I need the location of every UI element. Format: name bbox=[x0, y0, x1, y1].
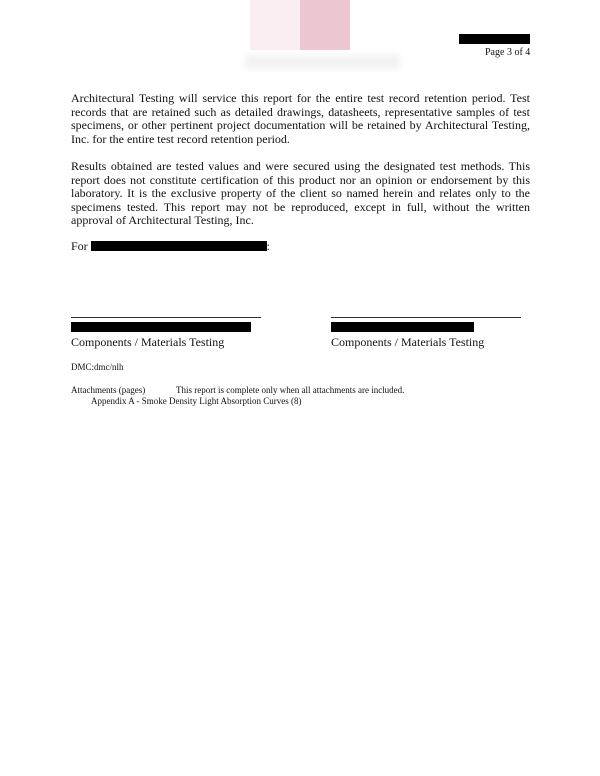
for-line bbox=[71, 239, 270, 253]
attachments-label: Attachments (pages) bbox=[71, 385, 146, 395]
watermark-block bbox=[300, 0, 350, 50]
watermark-block bbox=[250, 0, 300, 50]
page-number: Page 3 of 4 bbox=[485, 47, 531, 58]
redaction-bar bbox=[331, 322, 474, 332]
for-suffix: : bbox=[266, 239, 271, 253]
signature-line bbox=[71, 317, 261, 318]
signature-title: Components / Materials Testing bbox=[71, 335, 225, 349]
retention-paragraph: Architectural Testing will service this report for the entire test record retention period. Test records that are retained such as detailed drawings, datasheets, representative samples of test specimens, or other pertinent project documentation will be retained by Architectural Testing, Inc. for the entire test record retention period. bbox=[71, 91, 530, 146]
watermark-blur bbox=[245, 55, 400, 69]
reference-initials: DMC:dmc/nlh bbox=[71, 362, 124, 372]
attachments-note: This report is complete only when all attachments are included. bbox=[176, 385, 405, 395]
redaction-bar bbox=[91, 241, 267, 251]
signature-line bbox=[331, 317, 521, 318]
appendix-item: Appendix A - Smoke Density Light Absorption Curves (8) bbox=[91, 396, 302, 406]
redaction-bar bbox=[71, 322, 251, 332]
redaction-bar bbox=[459, 34, 530, 44]
signature-title: Components / Materials Testing bbox=[331, 335, 485, 349]
results-paragraph: Results obtained are tested values and were secured using the designated test methods. This report does not constitute certification of this product nor an opinion or endorsement by this laboratory. It is the exclusive property of the client so named herein and relates only to the specimens tested. This report may not be reproduced, except in full, without the written approval of Architectural Testing, Inc. bbox=[71, 159, 530, 228]
for-label: For bbox=[71, 239, 88, 253]
